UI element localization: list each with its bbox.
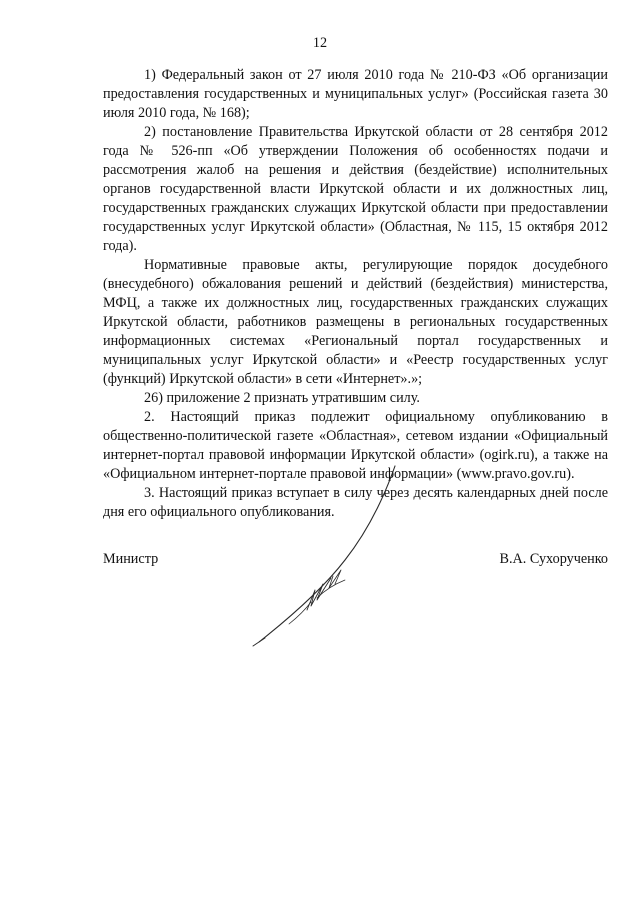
paragraph-effective-date: 3. Настоящий приказ вступает в силу через десять календарных дней после дня его официального опубликования. (103, 485, 608, 520)
document-body (103, 66, 608, 522)
paragraph-federal-law: 1) Федеральный закон от 27 июля 2010 года № 210-ФЗ «Об организации предоставления государственных и муниципальных услуг» (Российская газета 30 июля 2010 года, № 168); (103, 67, 608, 121)
signatory-name: В.А. Сухорученко (499, 551, 608, 567)
signature-block (103, 550, 608, 569)
paragraph-publication: 2. Настоящий приказ подлежит официальному опубликованию в общественно-политической газете «Областная», сетевом издании «Официальный интернет-портал правовой информации Иркутской области» (ogirk.ru), а также на «Официальном интернет-портале правовой информации» (www.pravo.gov.ru). (103, 409, 608, 482)
signatory-position: Министр (103, 551, 159, 567)
paragraph-government-resolution: 2) постановление Правительства Иркутской области от 28 сентября 2012 года № 526-пп «Об утверждении Положения об особенностях подачи и рассмотрения жалоб на решения и действия (бездействие) исполнительных органов государственной власти Иркутской области и их должностных лиц, государственных гражданских служащих Иркутской области при предоставлении государственных услуг Иркутской области» (Областная, № 115, 15 октября 2012 года). (103, 124, 608, 254)
paragraph-appendix-void: 26) приложение 2 признать утратившим силу. (144, 390, 420, 406)
page-number: 12 (312, 35, 328, 51)
paragraph-normative-acts: Нормативные правовые акты, регулирующие порядок досудебного (внесудебного) обжалования решений и действий (бездействия) министерства, МФЦ, а также их должностных лиц, государственных гражданских служащих Иркутской области, работников размещены в региональных государственных информационных системах «Региональный портал государственных и муниципальных услуг Иркутской области» и «Реестр государственных услуг (функций) Иркутской области» в сети «Интернет».»; (103, 257, 608, 387)
